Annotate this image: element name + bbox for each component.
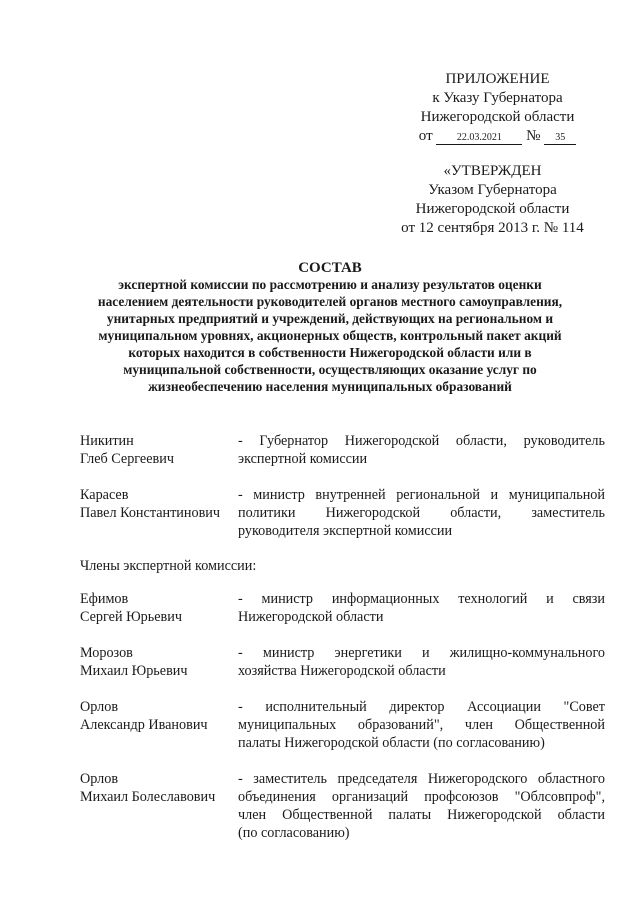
- member-name: [80, 486, 238, 540]
- member-surname: Ефимов: [80, 591, 129, 607]
- member-given-names: Глеб Сергеевич: [80, 451, 174, 467]
- role-line: (по согласованию): [238, 825, 350, 841]
- decree-number: 35: [544, 131, 576, 145]
- appendix-decree-ref: к Указу Губернатора: [432, 90, 563, 106]
- member-given-names: Александр Иванович: [80, 717, 208, 733]
- member-surname: Орлов: [80, 771, 119, 787]
- role-line: экспертной комиссии: [238, 451, 368, 467]
- from-label: от: [418, 128, 433, 144]
- appendix-region: Нижегородской области: [420, 109, 575, 125]
- member-name: [80, 698, 238, 752]
- member-entry: [80, 590, 605, 626]
- approved-line-2: Указом Губернатора: [428, 182, 557, 198]
- member-name: [80, 590, 238, 626]
- subtitle-line: которых находится в собственности Нижегородской области или в: [128, 345, 532, 360]
- role-line: муниципальных образований", член Общественной: [238, 717, 605, 733]
- appendix-block: [395, 70, 600, 146]
- role-line: - министр энергетики и жилищно-коммунального: [238, 645, 605, 661]
- subtitle-line: муниципальном уровнях, акционерных обществ, контрольный пакет акций: [98, 328, 562, 343]
- member-role: [238, 590, 605, 626]
- approved-line-4: от 12 сентября 2013 г. № 114: [401, 220, 584, 236]
- role-line: - исполнительный директор Ассоциации "Совет: [238, 699, 605, 715]
- role-line: руководителя экспертной комиссии: [238, 523, 453, 539]
- subtitle-line: населением деятельности руководителей органов местного самоуправления,: [97, 294, 563, 309]
- role-line: - министр внутренней региональной и муниципальной: [238, 487, 605, 503]
- member-surname: Карасев: [80, 487, 129, 503]
- member-role: [238, 432, 605, 468]
- member-role: [238, 486, 605, 540]
- leaders-list: [80, 432, 605, 540]
- appendix-title: ПРИЛОЖЕНИЕ: [445, 71, 550, 87]
- member-role: [238, 770, 605, 842]
- members-list: [80, 590, 605, 842]
- member-entry: [80, 432, 605, 468]
- member-surname: Морозов: [80, 645, 133, 661]
- member-surname: Никитин: [80, 433, 134, 449]
- member-name: [80, 770, 238, 842]
- role-line: политики Нижегородской области, заместитель: [238, 505, 605, 521]
- member-name: [80, 644, 238, 680]
- subtitle-line: унитарных предприятий и учреждений, действующих на региональном и: [106, 311, 554, 326]
- role-line: Нижегородской области: [238, 609, 384, 625]
- subtitle-line: жизнеобеспечению населения муниципальных образований: [148, 379, 512, 394]
- member-given-names: Павел Константинович: [80, 505, 220, 521]
- role-line: - министр информационных технологий и связи: [238, 591, 605, 607]
- member-name: [80, 432, 238, 468]
- member-role: [238, 644, 605, 680]
- role-line: - заместитель председателя Нижегородского областного: [238, 771, 605, 787]
- decree-date: 22.03.2021: [436, 131, 522, 145]
- approved-line-1: «УТВЕРЖДЕН: [443, 163, 542, 179]
- member-given-names: Сергей Юрьевич: [80, 609, 182, 625]
- number-sign: №: [526, 128, 541, 144]
- member-given-names: Михаил Юрьевич: [80, 663, 188, 679]
- document-subtitle: [62, 276, 598, 395]
- role-line: хозяйства Нижегородской области: [238, 663, 446, 679]
- member-role: [238, 698, 605, 752]
- members-section-label: Члены экспертной комиссии:: [80, 558, 257, 574]
- appendix-date-line: [395, 127, 600, 146]
- document-title: СОСТАВ: [298, 260, 362, 276]
- approved-line-3: Нижегородской области: [415, 201, 570, 217]
- subtitle-line: экспертной комиссии по рассмотрению и анализу результатов оценки: [118, 277, 542, 292]
- approved-block: [385, 162, 600, 238]
- subtitle-line: муниципальной собственности, осуществляющих оказание услуг по: [123, 362, 537, 377]
- member-surname: Орлов: [80, 699, 119, 715]
- role-line: объединения организаций профсоюзов "Облсовпроф",: [238, 789, 605, 805]
- member-entry: [80, 644, 605, 680]
- role-line: - Губернатор Нижегородской области, руководитель: [238, 433, 605, 449]
- member-entry: [80, 486, 605, 540]
- member-entry: [80, 698, 605, 752]
- member-entry: [80, 770, 605, 842]
- role-line: член Общественной палаты Нижегородской области: [238, 807, 605, 823]
- member-given-names: Михаил Болеславович: [80, 789, 216, 805]
- role-line: палаты Нижегородской области (по согласованию): [238, 735, 545, 751]
